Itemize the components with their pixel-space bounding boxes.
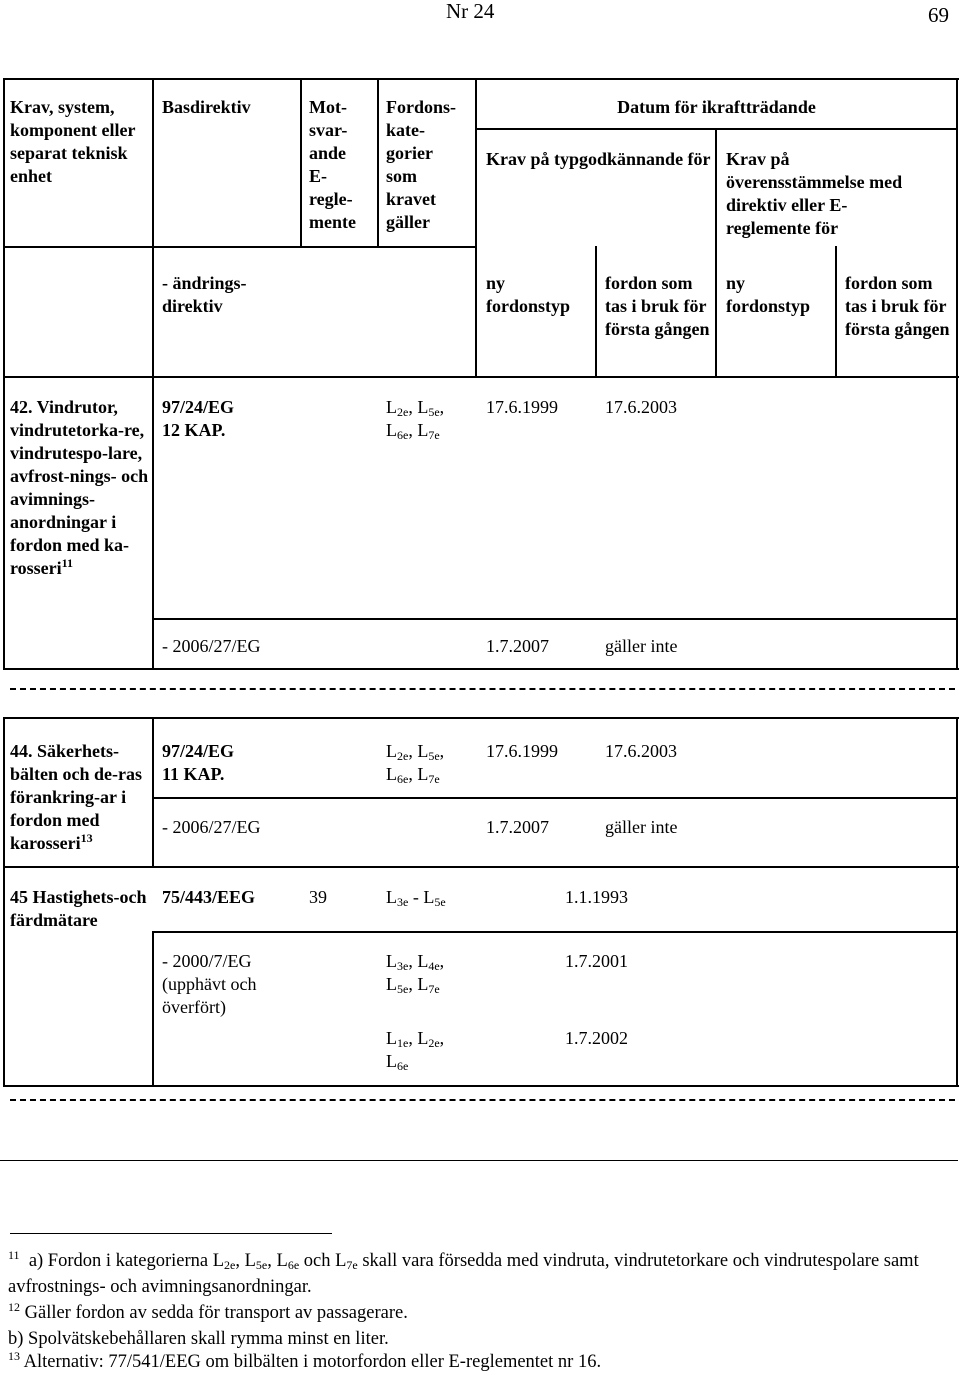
row-45-andringsdirektiv: - 2000/7/EG (upphävt och överfört) bbox=[162, 951, 257, 1017]
subheader-forsta-gangen-2: fordon som tas i bruk för första gången bbox=[845, 273, 950, 339]
row-42-andr-typ-forsta: gäller inte bbox=[605, 636, 678, 656]
row-45-motsvarande: 39 bbox=[309, 887, 327, 907]
subheader-ny-fordonstyp-1: ny fordonstyp bbox=[486, 273, 571, 316]
row-45-kategorier: $L_{3e} - L_{5e}$ bbox=[386, 887, 446, 909]
row-42-andringsdirektiv: - 2006/27/EG bbox=[162, 636, 261, 656]
header-basdirektiv: Basdirektiv bbox=[162, 97, 251, 117]
header-krav: Krav, system, komponent eller separat teknisk enhet bbox=[10, 97, 136, 186]
subheader-andringsdirektiv: - ändrings- direktiv bbox=[162, 273, 247, 316]
header-datum: Datum för ikraftträdande bbox=[617, 97, 816, 117]
subheader-ny-fordonstyp-2: ny fordonstyp bbox=[726, 273, 811, 316]
row-44-typ-ny: 17.6.1999 bbox=[486, 741, 558, 761]
row-45-andr-datum-1: 1.7.2001 bbox=[565, 951, 628, 971]
row-44-andr-typ-forsta: gäller inte bbox=[605, 817, 678, 837]
row-44-typ-forsta: 17.6.2003 bbox=[605, 741, 677, 761]
row-44-krav-text: 44. Säkerhets-bälten och de-ras förankring-ar i fordon med karosseri bbox=[10, 741, 142, 853]
footnote-ref-13: 13 bbox=[80, 831, 93, 845]
row-45-krav: 45 Hastighets-och färdmätare bbox=[10, 887, 147, 930]
row-42-krav-text: 42. Vindrutor, vindrutetorka-re, vindrutespo-lare, avfrost-nings- och avimnings-anordningar i fordon med ka-rosseri bbox=[10, 397, 149, 578]
row-44-andr-typ-ny: 1.7.2007 bbox=[486, 817, 549, 837]
row-44-basdirektiv: 97/24/EG bbox=[162, 741, 235, 761]
footnote-12-b: b) Spolvätskebehållaren skall rymma minst en liter. bbox=[8, 1329, 389, 1349]
row-45-andr-datum-2: 1.7.2002 bbox=[565, 1028, 628, 1048]
row-45-typ-ny: 1.1.1993 bbox=[565, 887, 628, 907]
footnote-13-number: 13 bbox=[8, 1349, 20, 1363]
row-42-typ-forsta: 17.6.2003 bbox=[605, 397, 677, 417]
row-42-basdirektiv: 97/24/EG bbox=[162, 397, 235, 417]
page-number: 69 bbox=[928, 3, 949, 27]
row-45-basdirektiv: 75/443/EEG bbox=[162, 887, 256, 907]
footnote-ref-11: 11 bbox=[61, 556, 73, 570]
footnote-11-number: 11 bbox=[8, 1248, 20, 1262]
footnote-13 bbox=[8, 1350, 601, 1374]
header-typgodkannande: Krav på typgodkännande för bbox=[486, 149, 711, 169]
footnote-12-text: Gäller fordon av sedda för transport av passagerare. bbox=[24, 1303, 408, 1323]
row-42-kategorier: $L_{2e}$, $L_{5e}$, $L_{6e}$, $L_{7e}$ bbox=[386, 397, 445, 442]
row-44-kapitel: 11 KAP. bbox=[162, 764, 225, 784]
row-42-andr-typ-ny: 1.7.2007 bbox=[486, 636, 549, 656]
header-overensstammelse: Krav på överensstämmelse med direktiv eller E-reglemente för bbox=[726, 149, 903, 238]
subheader-forsta-gangen-1: fordon som tas i bruk för första gången bbox=[605, 273, 710, 339]
row-45-andr-kategorier-1: $L_{3e}$, $L_{4e}$, $L_{5e}$, $L_{7e}$ bbox=[386, 951, 445, 996]
page-title: Nr 24 bbox=[446, 0, 495, 23]
row-44-andringsdirektiv: - 2006/27/EG bbox=[162, 817, 261, 837]
footnote-11: $^{11}$ a) Fordon i kategorierna $L_{2e}$, $L_{5e}$, $L_{6e}$ och $L_{7e}$ skall vara försedda med vindruta, vindrutetorkare och vindrutespolare samt avfrostnings- och avimningsanordningar. bbox=[8, 1248, 919, 1297]
header-fordonskategorier: Fordons- kate- gorier som kravet gäller bbox=[386, 97, 457, 232]
footnote-12-number: 12 bbox=[8, 1300, 20, 1314]
row-42-krav bbox=[10, 396, 150, 580]
header-motsvarande: Mot- svar- ande E- regle- mente bbox=[309, 97, 356, 232]
row-42-kapitel: 12 KAP. bbox=[162, 420, 226, 440]
footnote-12 bbox=[8, 1300, 408, 1326]
row-44-kategorier: $L_{2e}$, $L_{5e}$, $L_{6e}$, $L_{7e}$ bbox=[386, 741, 445, 786]
row-45-andr-kategorier-2: $L_{1e}$, $L_{2e}$, $L_{6e}$ bbox=[386, 1028, 445, 1073]
row-42-typ-ny: 17.6.1999 bbox=[486, 397, 558, 417]
row-44-krav bbox=[10, 740, 152, 855]
footnote-13-text: Alternativ: 77/541/EEG om bilbälten i motorfordon eller E-reglementet nr 16. bbox=[23, 1352, 602, 1372]
